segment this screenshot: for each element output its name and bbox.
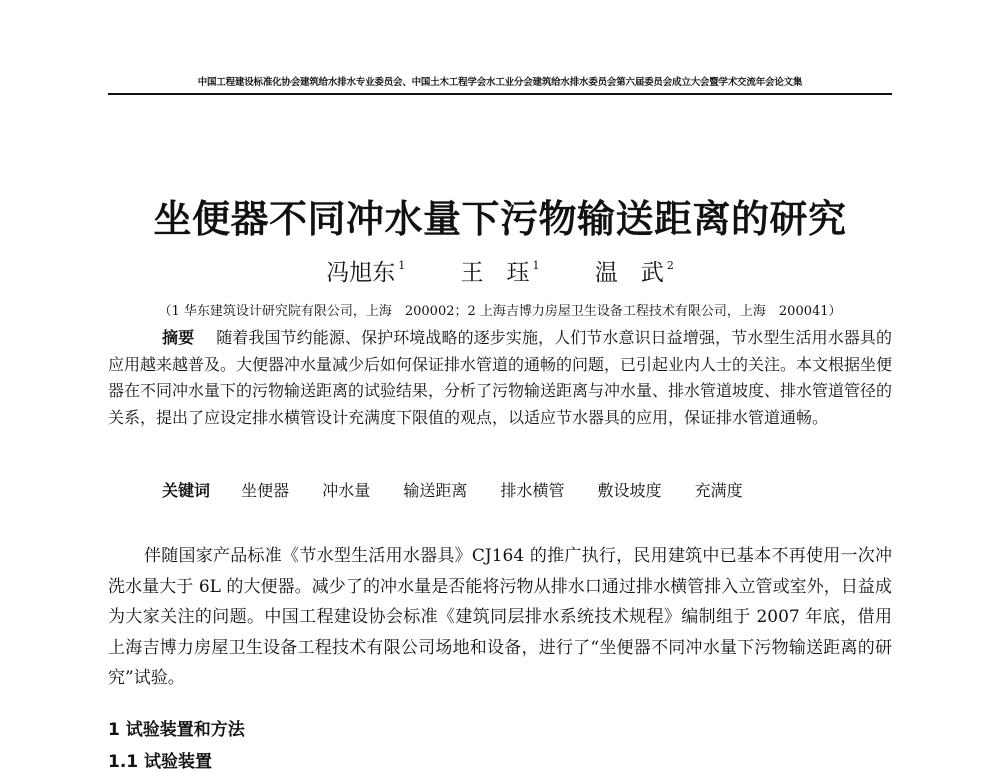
keyword: 坐便器 [241, 481, 290, 500]
abstract-text: 随着我国节约能源、保护环境战略的逐步实施，人们节水意识日益增强，节水型生活用水器具的应用越来越普及。大便器冲水量减少后如何保证排水管道的通畅的问题，已引起业内人士的关注。本文根据坐便器在不同冲水量下的污物输送距离的试验结果，分析了污物输送距离与冲水量、排水管道坡度、排水管道管径的关系，提出了应设定排水横管设计充满度下限值的观点，以适应节水器具的应用，保证排水管道通畅。 [108, 328, 893, 427]
author-name: 冯旭东 [326, 260, 396, 286]
intro-paragraph: 伴随国家产品标准《节水型生活用水器具》CJ164 的推广执行，民用建筑中已基本不再使用一次冲洗水量大于 6L 的大便器。减少了的冲水量是否能将污物从排水口通过排水横管排入立管或室外，日益成为大家关注的问题。中国工程建设协会标准《建筑同层排水系统技术规程》编制组于 2007 年底，借用上海吉博力房屋卫生设备工程技术有限公司场地和设备，进行了“坐便器不同冲水量下污物输送距离的研究”试验。 [108, 546, 892, 688]
paper-title: 坐便器不同冲水量下污物输送距离的研究 [153, 196, 847, 241]
author-affil-mark: 1 [532, 259, 540, 272]
section-heading: 1 试验装置和方法 [108, 720, 245, 740]
author-name: 王 珏 [460, 260, 530, 286]
author-2 [461, 260, 540, 286]
author-affil-mark: 2 [666, 259, 674, 272]
author-affil-mark: 1 [398, 259, 406, 272]
keyword: 输送距离 [403, 481, 468, 500]
keywords [162, 478, 892, 501]
author-list [0, 254, 1000, 287]
author-name: 温 武 [594, 260, 664, 286]
keyword: 排水横管 [500, 481, 565, 500]
keyword: 冲水量 [322, 481, 371, 500]
affiliations: （1 华东建筑设计研究院有限公司，上海 200002；2 上海吉博力房屋卫生设备工程技术有限公司，上海 200041） [158, 304, 842, 319]
author-1 [326, 260, 405, 286]
running-header: 中国工程建设标准化协会建筑给水排水专业委员会、中国土木工程学会水工业分会建筑给水排水委员会第六届委员会成立大会暨学术交流年会论文集 [108, 74, 892, 95]
subsection-heading: 1.1 试验装置 [108, 752, 213, 772]
abstract [108, 325, 892, 431]
keyword: 敷设坡度 [597, 481, 662, 500]
abstract-label: 摘要 [162, 328, 195, 347]
keywords-label: 关键词 [162, 481, 211, 500]
keyword: 充满度 [694, 481, 743, 500]
author-3 [595, 260, 674, 286]
